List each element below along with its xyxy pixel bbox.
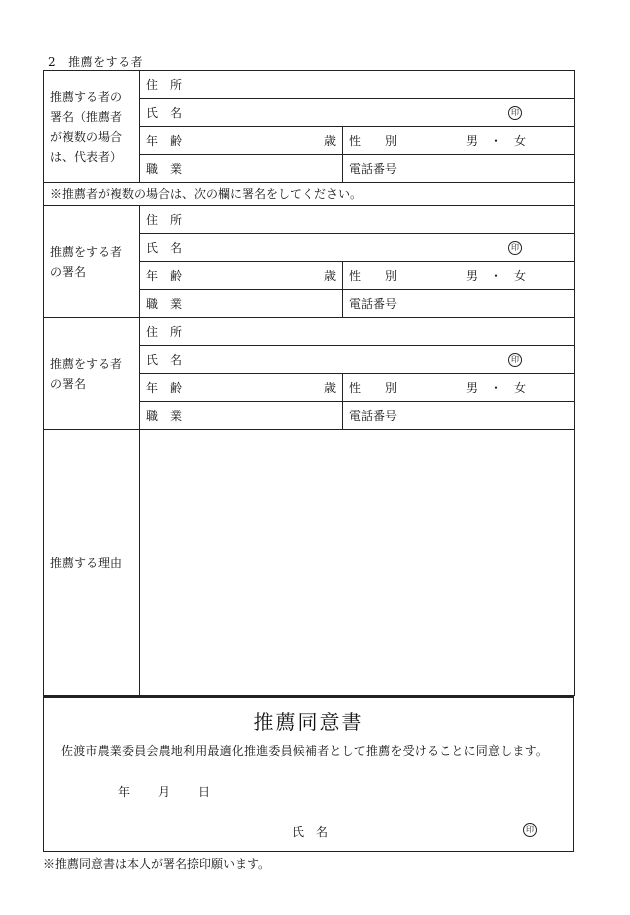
block3-label [44, 318, 140, 430]
block1-phone-field[interactable] [343, 155, 575, 183]
consent-month-label: 月 [158, 785, 171, 799]
name-label: 氏 名 [146, 105, 183, 120]
block2-occupation-field[interactable] [140, 290, 343, 318]
age-unit: 歳 [323, 380, 336, 395]
block3-sex-field[interactable] [343, 374, 575, 402]
recommender-table [43, 70, 575, 696]
block2-name-field[interactable] [140, 234, 575, 262]
sex-female-option[interactable]: 女 [514, 380, 527, 395]
age-unit: 歳 [323, 268, 336, 283]
section-heading [48, 53, 143, 70]
seal-icon: 印 [508, 106, 522, 120]
block2-sex-field[interactable] [343, 262, 575, 290]
sex-separator: ・ [489, 268, 502, 283]
block3-label-line: 推薦をする者 [50, 356, 123, 371]
block1-sex-field[interactable] [343, 127, 575, 155]
consent-title: 推薦同意書 [253, 710, 364, 734]
address-label: 住 所 [146, 77, 183, 92]
block3-phone-field[interactable] [343, 402, 575, 430]
name-label: 氏 名 [146, 352, 183, 367]
block1-name-field[interactable] [140, 99, 575, 127]
consent-day-label: 日 [198, 785, 211, 799]
section-number: 2 [48, 55, 57, 69]
block1-label-line: 署名（推薦者 [50, 109, 123, 124]
age-label: 年 齢 [146, 268, 183, 283]
age-label: 年 齢 [146, 133, 183, 148]
multi-note-text: ※推薦者が複数の場合は、次の欄に署名をしてください。 [50, 187, 363, 201]
block1-label-line: が複数の場合 [50, 129, 123, 144]
name-label: 氏 名 [146, 240, 183, 255]
consent-date-field[interactable] [118, 783, 238, 800]
sex-separator: ・ [489, 133, 502, 148]
occupation-label: 職 業 [146, 408, 183, 423]
sex-options [460, 378, 532, 398]
block2-age-field[interactable] [140, 262, 343, 290]
block3-age-field[interactable] [140, 374, 343, 402]
block1-address-field[interactable] [140, 71, 575, 99]
block2-label-line: の署名 [50, 264, 87, 279]
sex-female-option[interactable]: 女 [514, 268, 527, 283]
phone-label: 電話番号 [349, 408, 398, 423]
phone-label: 電話番号 [349, 296, 398, 311]
sex-options [460, 131, 532, 151]
consent-year-label: 年 [118, 785, 131, 799]
block2-label-line: 推薦をする者 [50, 244, 123, 259]
sex-separator: ・ [489, 380, 502, 395]
age-label: 年 齢 [146, 380, 183, 395]
seal-icon: 印 [508, 241, 522, 255]
reason-field[interactable] [140, 430, 575, 696]
reason-label [44, 430, 140, 696]
seal-icon: 印 [508, 353, 522, 367]
section-title: 推薦をする者 [68, 55, 144, 69]
block1-label [44, 71, 140, 183]
footnote: ※推薦同意書は本人が署名捺印願います。 [43, 857, 271, 871]
phone-label: 電話番号 [349, 161, 398, 176]
block1-occupation-field[interactable] [140, 155, 343, 183]
reason-label-text: 推薦する理由 [50, 555, 123, 570]
sex-male-option[interactable]: 男 [465, 380, 478, 395]
block1-label-line: は、代表者） [50, 149, 123, 164]
sex-female-option[interactable]: 女 [514, 133, 527, 148]
consent-name-label: 氏 名 [292, 825, 329, 839]
occupation-label: 職 業 [146, 296, 183, 311]
consent-name-field[interactable] [292, 823, 344, 840]
block2-phone-field[interactable] [343, 290, 575, 318]
age-unit: 歳 [323, 133, 336, 148]
block3-occupation-field[interactable] [140, 402, 343, 430]
block2-address-field[interactable] [140, 206, 575, 234]
occupation-label: 職 業 [146, 161, 183, 176]
block1-age-field[interactable] [140, 127, 343, 155]
multi-recommender-note [44, 183, 575, 206]
sex-label: 性 別 [349, 380, 398, 395]
block3-name-field[interactable] [140, 346, 575, 374]
block3-label-line: の署名 [50, 376, 87, 391]
sex-male-option[interactable]: 男 [465, 268, 478, 283]
block2-label [44, 206, 140, 318]
sex-label: 性 別 [349, 268, 398, 283]
consent-text: 佐渡市農業委員会農地利用最適化推進委員候補者として推薦を受けることに同意します。 [61, 744, 549, 758]
sex-options [460, 266, 532, 286]
sex-label: 性 別 [349, 133, 398, 148]
address-label: 住 所 [146, 324, 183, 339]
block3-address-field[interactable] [140, 318, 575, 346]
address-label: 住 所 [146, 212, 183, 227]
block1-label-line: 推薦する者の [50, 89, 123, 104]
sex-male-option[interactable]: 男 [465, 133, 478, 148]
seal-icon: 印 [523, 823, 537, 837]
